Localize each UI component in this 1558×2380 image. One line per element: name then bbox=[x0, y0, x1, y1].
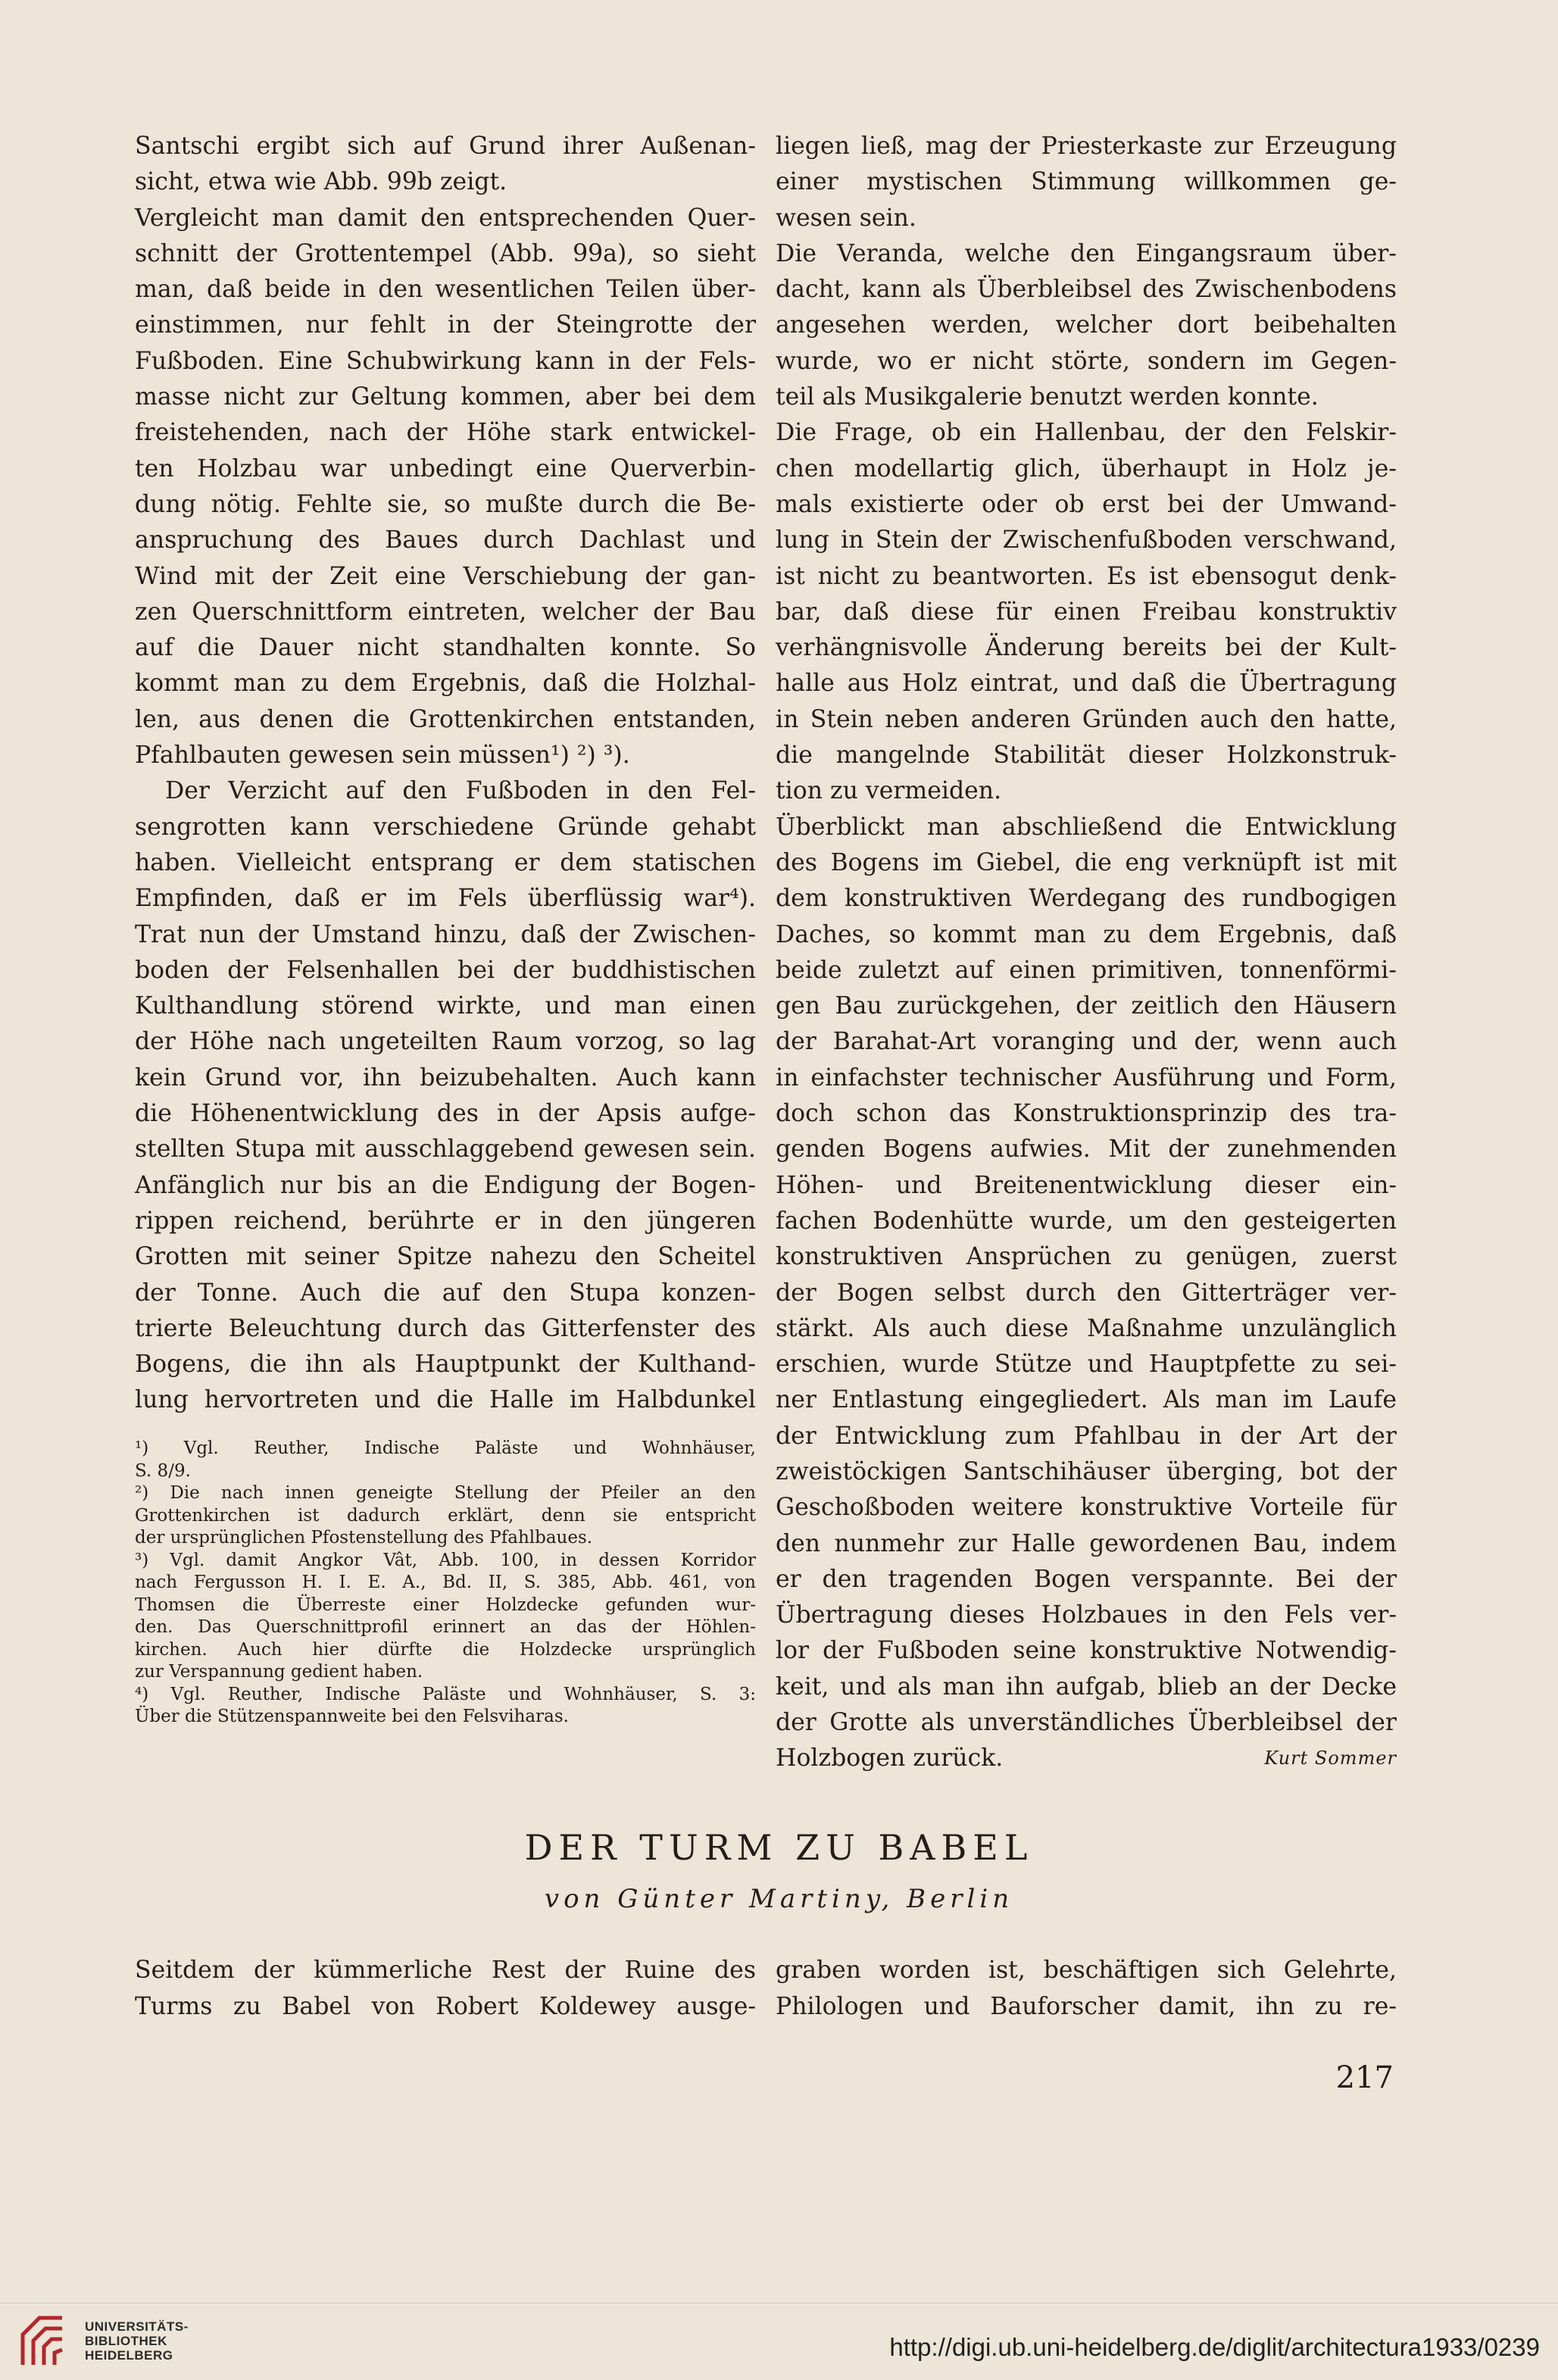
text-line: der Bogen selbst durch den Gitterträger ver- bbox=[776, 1279, 1397, 1307]
text-line: ner Entlastung eingegliedert. Als man im Laufe bbox=[776, 1386, 1397, 1414]
text-line: Thomsen die Überreste einer Holzdecke gefunden wur- bbox=[135, 1594, 756, 1615]
text-line: die Höhenentwicklung des in der Apsis aufge- bbox=[135, 1100, 756, 1128]
text-line: graben worden ist, beschäftigen sich Gelehrte, bbox=[776, 1957, 1397, 1984]
text-line: dung nötig. Fehlte sie, so mußte durch die Be- bbox=[135, 490, 756, 518]
text-line: lor der Fußboden seine konstruktive Notwendig- bbox=[776, 1637, 1397, 1665]
text-line: Vergleicht man damit den entsprechenden Quer- bbox=[135, 204, 756, 232]
text-line: nach Fergusson H. I. E. A., Bd. II, S. 385, Abb. 461, von bbox=[135, 1573, 756, 1592]
text-line: ten Holzbau war unbedingt eine Querverbin- bbox=[135, 454, 756, 483]
text-line: ist nicht zu beantworten. Es ist ebensogut denk- bbox=[776, 562, 1397, 590]
library-name bbox=[85, 2319, 189, 2363]
text-line: einer mystischen Stimmung willkommen ge- bbox=[776, 168, 1397, 196]
text-line: der Tonne. Auch die auf den Stupa konzen- bbox=[135, 1279, 756, 1307]
text-line: zen Querschnittform eintreten, welcher der Bau bbox=[135, 598, 756, 626]
text-line: wurde, wo er nicht störte, sondern im Gegen- bbox=[776, 347, 1397, 375]
text-line: masse nicht zur Geltung kommen, aber bei dem bbox=[135, 383, 756, 411]
text-line: dacht, kann als Überbleibsel des Zwischenbodens bbox=[776, 276, 1397, 304]
text-line: tion zu vermeiden. bbox=[776, 777, 1002, 805]
text-line: der Höhe nach ungeteilten Raum vorzog, so lag bbox=[135, 1028, 756, 1056]
text-line: trierte Beleuchtung durch das Gitterfenster des bbox=[135, 1314, 756, 1342]
text-line: freistehenden, nach der Höhe stark entwickel- bbox=[135, 419, 756, 447]
author-signature: Kurt Sommer bbox=[1264, 1748, 1397, 1769]
text-line: kein Grund vor, ihn beizubehalten. Auch kann bbox=[135, 1064, 756, 1092]
text-line: Die Frage, ob ein Hallenbau, der den Felskir- bbox=[776, 419, 1397, 447]
text-line: sengrotten kann verschiedene Gründe gehabt bbox=[135, 813, 756, 841]
text-line: genden Bogens aufwies. Mit der zunehmenden bbox=[776, 1135, 1397, 1163]
text-line: zur Verspannung gedient haben. bbox=[135, 1662, 423, 1682]
text-line: den nunmehr zur Halle gewordenen Bau, indem bbox=[776, 1529, 1397, 1557]
text-line: verhängnisvolle Änderung bereits bei der Kult- bbox=[776, 634, 1397, 662]
text-line: kirchen. Auch hier dürfte die Holzdecke ursprünglich bbox=[135, 1639, 756, 1660]
text-line: doch schon das Konstruktionsprinzip des tra- bbox=[776, 1100, 1397, 1128]
text-line: anspruchung des Baues durch Dachlast und bbox=[135, 526, 756, 554]
text-line: Über die Stützenspannweite bei den Felsviharas. bbox=[135, 1707, 569, 1726]
left-text-column bbox=[135, 129, 756, 1419]
page-number: 217 bbox=[1335, 2060, 1394, 2095]
text-line: kommt man zu dem Ergebnis, daß die Holzhal- bbox=[135, 670, 756, 698]
library-name-line-2: BIBLIOTHEK bbox=[85, 2334, 167, 2348]
text-line: S. 8/9. bbox=[135, 1460, 191, 1481]
text-line: Daches, so kommt man zu dem Ergebnis, daß bbox=[776, 920, 1397, 948]
text-line: Der Verzicht auf den Fußboden in den Fel- bbox=[165, 777, 756, 805]
text-line: Santschi ergibt sich auf Grund ihrer Außenan- bbox=[135, 133, 756, 160]
text-line: ¹) Vgl. Reuther, Indische Paläste und Wohnhäuser, bbox=[135, 1438, 756, 1458]
text-line: beide zuletzt auf einen primitiven, tonnenförmi- bbox=[776, 956, 1397, 984]
library-name-line-3: HEIDELBERG bbox=[85, 2348, 173, 2363]
footnotes bbox=[135, 1438, 756, 1729]
text-line: wesen sein. bbox=[776, 204, 916, 232]
text-line: Empfinden, daß er im Fels überflüssig war⁴). bbox=[135, 885, 756, 913]
text-line: zweistöckigen Santschihäuser überging, bot der bbox=[776, 1457, 1397, 1485]
text-line: Grottenkirchen ist dadurch erklärt, denn sie entspricht bbox=[135, 1505, 756, 1526]
text-line: einstimmen, nur fehlt in der Steingrotte der bbox=[135, 311, 756, 339]
text-line: erschien, wurde Stütze und Hauptpfette zu sei- bbox=[776, 1351, 1397, 1379]
text-line: halle aus Holz eintrat, und daß die Übertragung bbox=[776, 670, 1397, 698]
text-line: Philologen und Bauforscher damit, ihn zu re- bbox=[776, 1993, 1397, 2020]
text-line: chen modellartig glich, überhaupt in Holz je- bbox=[776, 454, 1397, 483]
text-line: len, aus denen die Grottenkirchen entstanden, bbox=[135, 705, 756, 733]
library-name-line-1: UNIVERSITÄTS- bbox=[85, 2319, 189, 2334]
text-line: der Grotte als unverständliches Überbleibsel der bbox=[776, 1709, 1397, 1737]
text-line: Fußboden. Eine Schubwirkung kann in der Fels- bbox=[135, 347, 756, 375]
text-line: keit, und als man ihn aufgab, blieb an der Decke bbox=[776, 1673, 1397, 1701]
bottom-left-column bbox=[135, 1952, 756, 2025]
text-line: in Stein neben anderen Gründen auch den hatte, bbox=[776, 705, 1397, 733]
text-line: Turms zu Babel von Robert Koldewey ausge- bbox=[135, 1993, 756, 2020]
text-line: angesehen werden, welcher dort beibehalten bbox=[776, 311, 1397, 339]
text-line: Die Veranda, welche den Eingangsraum über- bbox=[776, 239, 1397, 267]
text-line: Grotten mit seiner Spitze nahezu den Scheitel bbox=[135, 1243, 756, 1271]
source-url-link[interactable]: http://digi.ub.uni-heidelberg.de/diglit/architectura1933/0239 bbox=[889, 2333, 1540, 2361]
text-line: schnitt der Grottentempel (Abb. 99a), so sieht bbox=[135, 239, 756, 267]
text-line: gen Bau zurückgehen, der zeitlich den Häusern bbox=[776, 992, 1397, 1020]
text-line: Übertragung dieses Holzbaues in den Fels ver- bbox=[776, 1601, 1397, 1629]
text-line: stellten Stupa mit ausschlaggebend gewesen sein. bbox=[135, 1135, 756, 1163]
text-line: man, daß beide in den wesentlichen Teilen über- bbox=[135, 276, 756, 304]
text-line: haben. Vielleicht entsprang er dem statischen bbox=[135, 848, 756, 876]
text-line: fachen Bodenhütte wurde, um den gesteigerten bbox=[776, 1207, 1397, 1235]
text-line: der Barahat-Art voranging und der, wenn auch bbox=[776, 1028, 1397, 1056]
text-line: Überblickt man abschließend die Entwicklung bbox=[776, 813, 1397, 841]
bottom-right-column bbox=[776, 1952, 1397, 2025]
text-line: Höhen- und Breitenentwicklung dieser ein- bbox=[776, 1171, 1397, 1199]
text-line: Pfahlbauten gewesen sein müssen¹) ²) ³). bbox=[135, 742, 630, 770]
text-line: dem konstruktiven Werdegang des rundbogigen bbox=[776, 885, 1397, 913]
text-line: Geschoßboden weitere konstruktive Vorteile für bbox=[776, 1494, 1397, 1522]
text-line: Trat nun der Umstand hinzu, daß der Zwischen- bbox=[135, 920, 756, 948]
text-line: liegen ließ, mag der Priesterkaste zur Erzeugung bbox=[776, 133, 1397, 160]
text-line: Kulthandlung störend wirkte, und man einen bbox=[135, 992, 756, 1020]
text-line: des Bogens im Giebel, die eng verknüpft ist mit bbox=[776, 848, 1397, 876]
text-line: der ursprünglichen Pfostenstellung des Pfahlbaues. bbox=[135, 1528, 593, 1548]
text-line: boden der Felsenhallen bei der buddhistischen bbox=[135, 956, 756, 984]
article-author: von Günter Martiny, Berlin bbox=[544, 1884, 1014, 1914]
text-line: konstruktiven Ansprüchen zu genügen, zuerst bbox=[776, 1243, 1397, 1271]
text-line: teil als Musikgalerie benutzt werden konnte. bbox=[776, 383, 1319, 411]
text-line: lung in Stein der Zwischenfußboden verschwand, bbox=[776, 526, 1397, 554]
article-title: DER TURM ZU BABEL bbox=[524, 1827, 1034, 1868]
text-line: lung hervortreten und die Halle im Halbdunkel bbox=[135, 1386, 756, 1414]
text-line: bar, daß diese für einen Freibau konstruktiv bbox=[776, 598, 1397, 626]
text-line: die mangelnde Stabilität dieser Holzkonstruk- bbox=[776, 742, 1397, 770]
text-line: stärkt. Als auch diese Maßnahme unzulänglich bbox=[776, 1314, 1397, 1342]
text-line: er den tragenden Bogen verspannte. Bei der bbox=[776, 1565, 1397, 1593]
right-text-column bbox=[776, 129, 1397, 1777]
text-line: sicht, etwa wie Abb. 99b zeigt. bbox=[135, 168, 507, 196]
text-line: Bogens, die ihn als Hauptpunkt der Kulthand- bbox=[135, 1351, 756, 1379]
text-line: ³) Vgl. damit Angkor Vât, Abb. 100, in dessen Korridor bbox=[135, 1550, 756, 1570]
text-line: auf die Dauer nicht standhalten konnte. So bbox=[135, 634, 756, 662]
text-line: mals existierte oder ob erst bei der Umwand- bbox=[776, 490, 1397, 518]
text-line: Wind mit der Zeit eine Verschiebung der gan- bbox=[135, 562, 756, 590]
text-line: in einfachster technischer Ausführung und Form, bbox=[776, 1064, 1397, 1092]
text-line: Anfänglich nur bis an die Endigung der Bogen- bbox=[135, 1171, 756, 1199]
text-line: ⁴) Vgl. Reuther, Indische Paläste und Wohnhäuser, S. 3: bbox=[135, 1684, 756, 1704]
text-line: den. Das Querschnittprofil erinnert an das der Höhlen- bbox=[135, 1617, 756, 1637]
text-line: rippen reichend, berührte er in den jüngeren bbox=[135, 1207, 756, 1235]
text-line: Seitdem der kümmerliche Rest der Ruine des bbox=[135, 1957, 756, 1984]
text-line: Holzbogen zurück. Kurt Sommer bbox=[776, 1741, 1397, 1776]
text-line: ²) Die nach innen geneigte Stellung der Pfeiler an den bbox=[135, 1483, 756, 1503]
text-line: der Entwicklung zum Pfahlbau in der Art der bbox=[776, 1422, 1397, 1450]
